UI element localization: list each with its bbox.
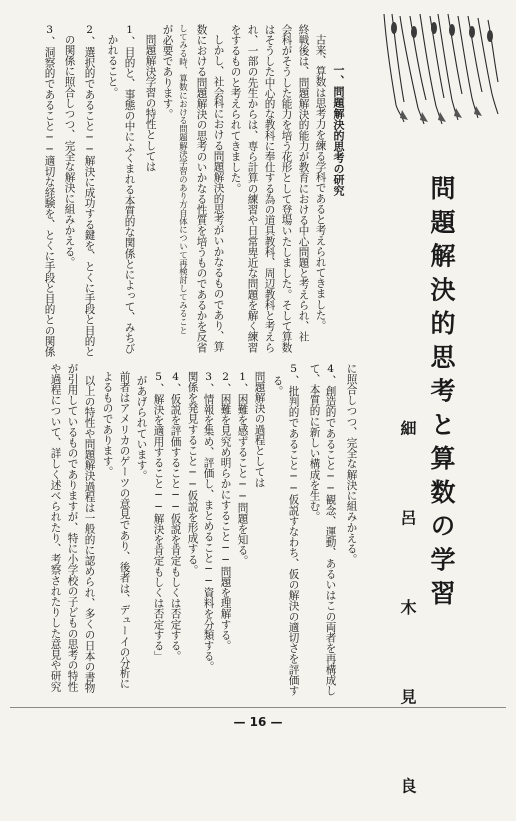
body-column: る。: [271, 375, 284, 397]
body-column: 4、仮説を評価すること──仮説を肯定もしくは否定する。: [169, 371, 182, 662]
body-column: はそうした中心的な教科に奉仕する為の道具教科、周辺教科と考えら: [263, 24, 276, 353]
body-column: 以上の特性や問題解決過程は一般的に認められ、多くの日本の書物: [83, 375, 96, 693]
body-column: よるものであります。: [101, 371, 114, 477]
body-column: しかし、社会科における問題解決的思考がいかなるものであり、算: [212, 34, 225, 352]
footer-rule: [10, 707, 506, 708]
body-column: 古来、算数は思考力を練る学科であると考えられてきました。: [314, 34, 327, 331]
body-column: 1、目的と、事態の中にふくまれる本質的な関係とによって、みちび: [123, 24, 136, 354]
body-column: 5、解決を適用すること──解決を肯定もしくは否定する」: [152, 371, 165, 662]
body-column: や過程について、詳しく述べられたり、考察されたりした意見や研究: [49, 363, 62, 692]
dried-fish-illustration: [380, 10, 502, 128]
article-author: 細 呂 木 見 良: [398, 420, 417, 821]
body-column: が必要であります。: [161, 24, 174, 120]
body-column: かれること。: [106, 34, 119, 98]
section-heading: 一、問題解決的思考の研究: [332, 64, 345, 196]
body-column: れ、一部の先生からは、専ら計算の練習や日常卑近な問題を解く練習: [246, 24, 259, 353]
body-column: 3、洞察的であること──適切な経験を、とくに手段と目的との関係: [43, 24, 56, 357]
body-column: て、本質的に新しい構成を生む。: [308, 363, 321, 522]
body-column: の関係に照合しつつ、完全な解決に組みかえる。: [63, 34, 76, 268]
body-column: 2、困難を見究め明らかにすること──問題を理解する。: [219, 371, 232, 651]
body-column: してみる時、算数における問題解決学習のあり方自体について再検討してみること: [178, 24, 189, 335]
body-column: 3、情報を集め、評価し、まとめること──資料を分類する。: [202, 371, 215, 672]
body-column: 2、選択的であること──解決に成功する鍵を、とくに手段と目的と: [83, 24, 96, 357]
page-number: — 16 —: [233, 715, 283, 729]
body-column: 会科がそうした能力を培う花形として登場いたしました。そして算数: [280, 24, 293, 353]
body-column: をするものと考えられてきました。: [229, 24, 242, 194]
body-column: に照合しつつ、完全な解決に組みかえる。: [345, 363, 358, 565]
body-column: 問題解決の過程としては: [253, 371, 266, 488]
body-column: 問題解決学習の特性としては: [144, 34, 157, 172]
body-column: 4、創造的であること──観念、運動、あるいはこの両者を再構成し: [324, 363, 337, 696]
body-column: が引用しているものでありますが、特に小学校の子どもの思考の特性: [66, 363, 79, 692]
body-column: 5、批判的であること──仮説すなわち、仮の解決の適切さを評価す: [287, 363, 300, 696]
body-column: 数における問題解決の思考のいかなる性質を培うものであるかを反省: [195, 24, 208, 353]
article-title: 問題解決的思考と算数の学習: [427, 175, 456, 614]
body-column: 前者はアメリカのゲーツの意見であり、後者は、デューイの分析に: [118, 371, 131, 689]
body-column: 終戦後は、問題解決的能力が教育における中心問題と考えられ、社: [297, 24, 310, 342]
body-column: 関係を発見すること──仮説を形成する。: [186, 371, 199, 576]
body-column: があげられています。: [135, 375, 148, 481]
body-column: 1、困難を感ずること──問題を知る。: [236, 371, 249, 566]
